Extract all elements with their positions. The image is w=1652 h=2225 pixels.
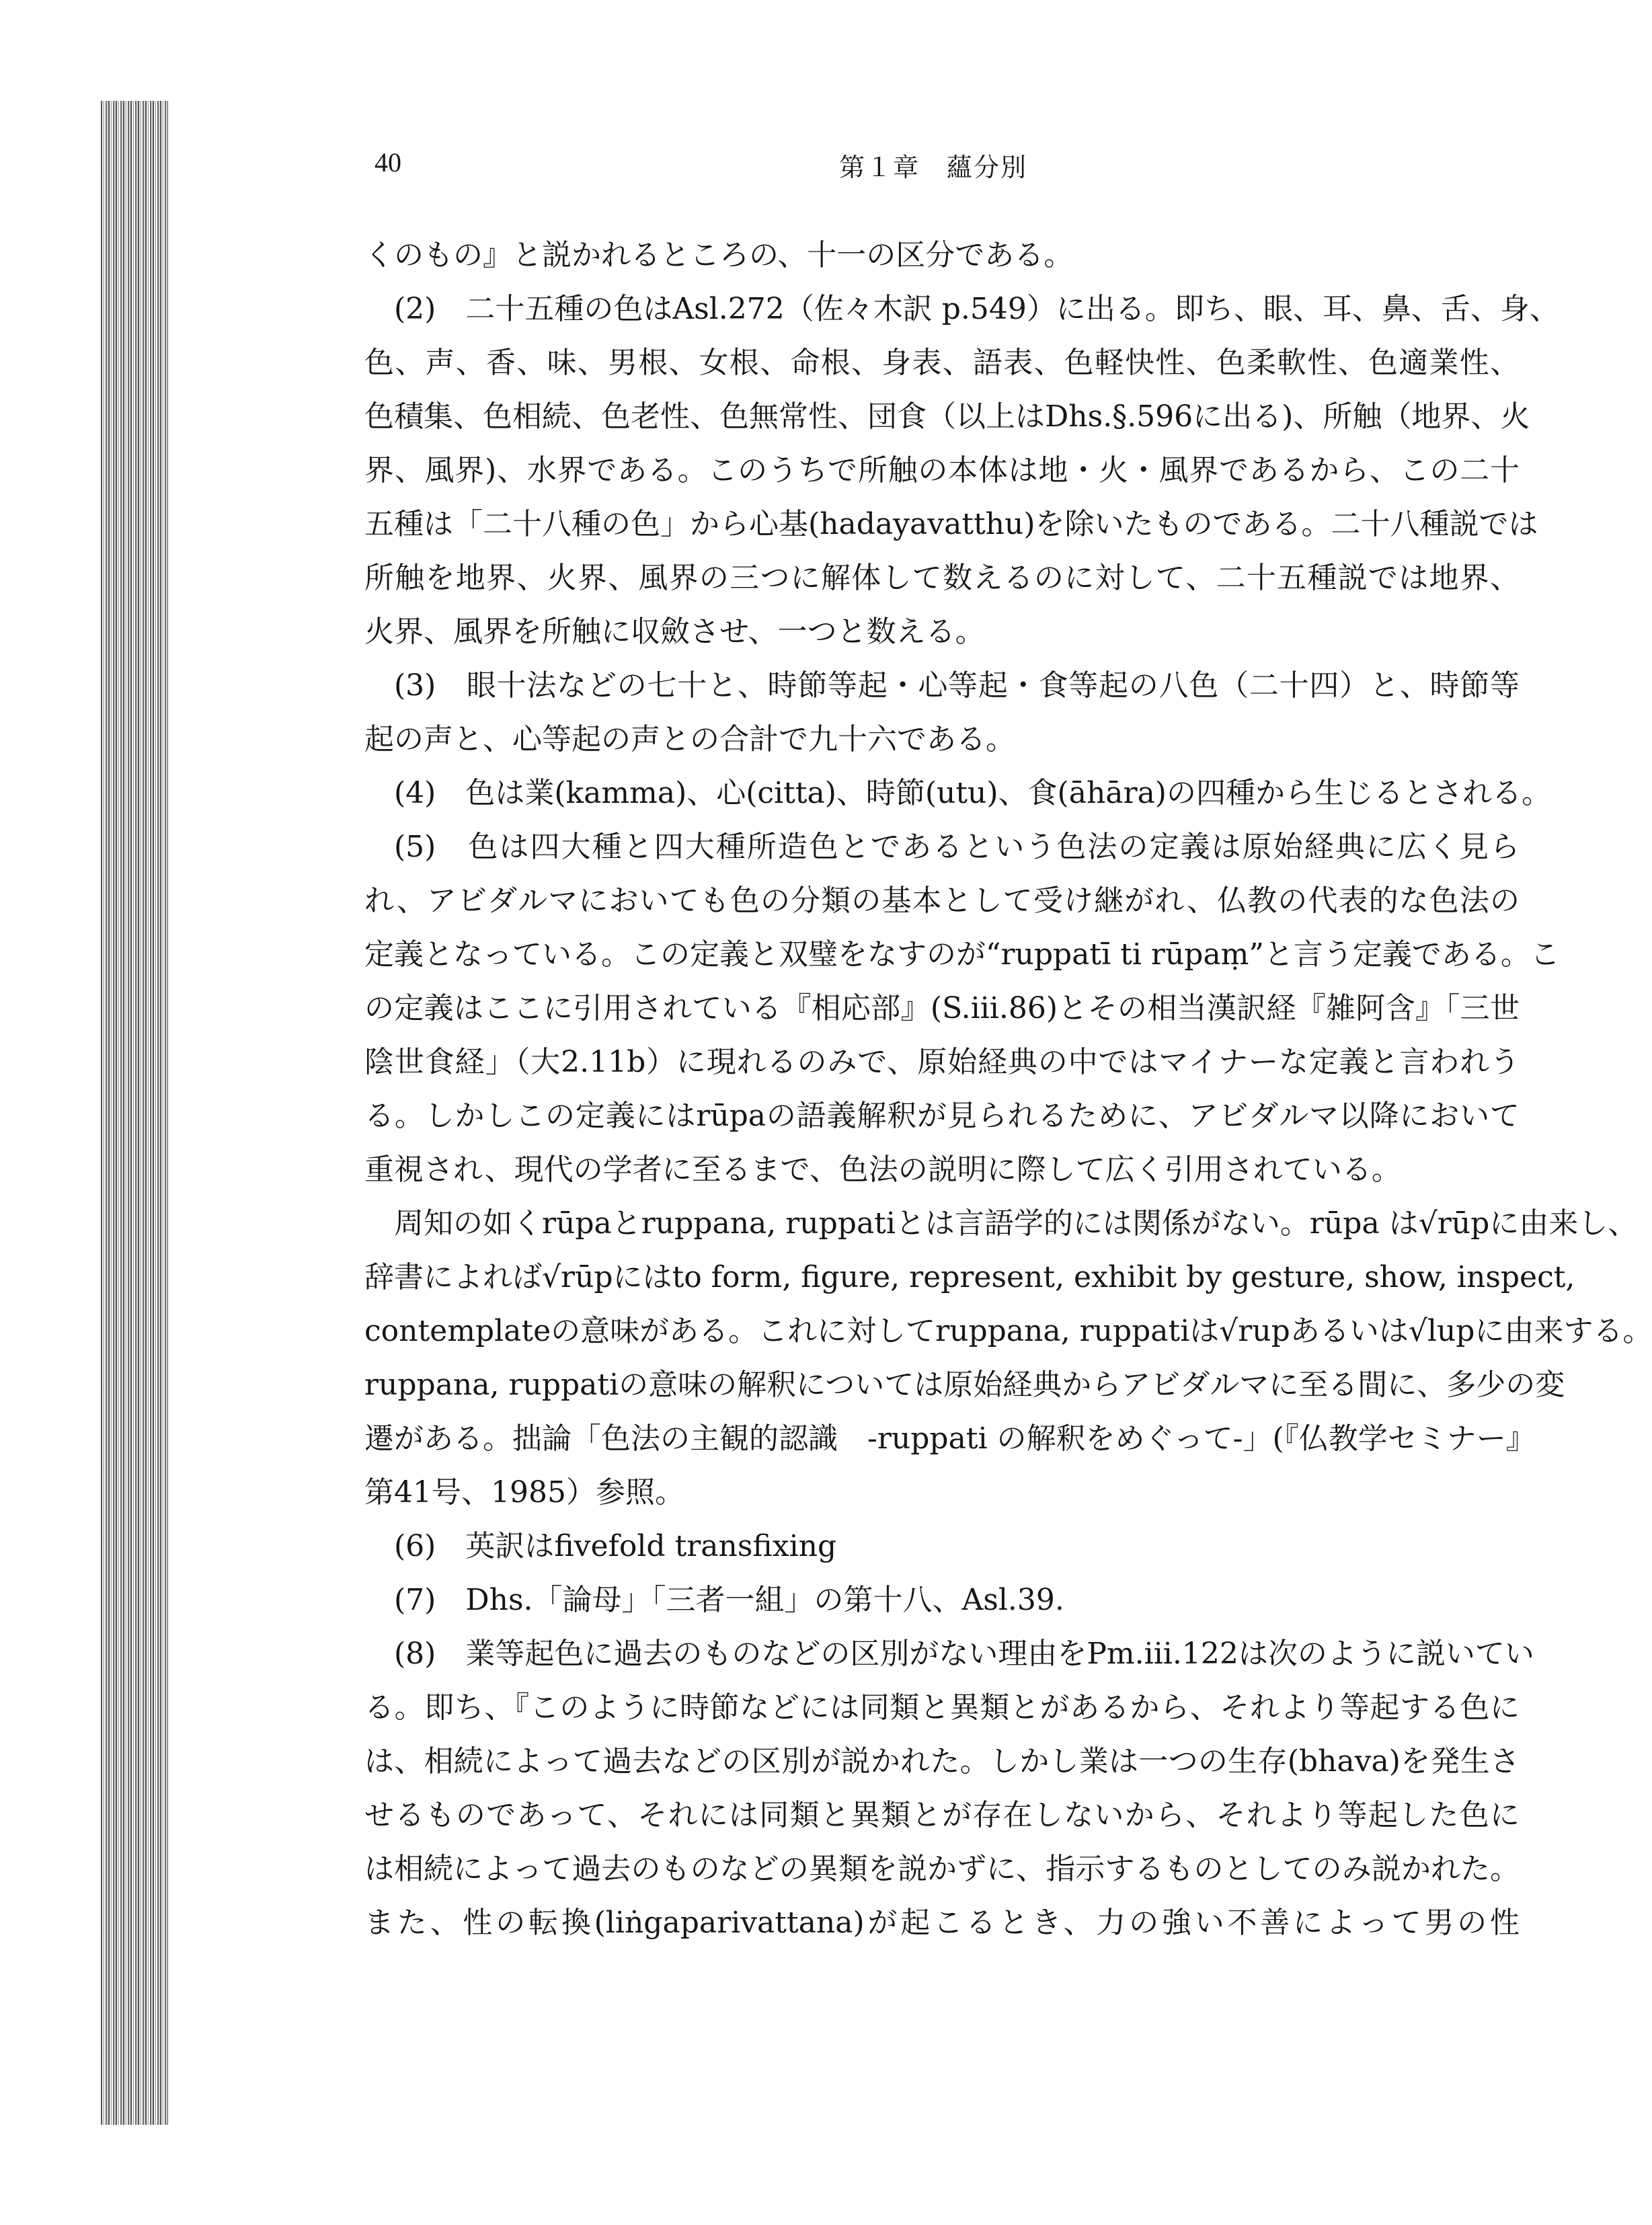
text-line: 五種は「二十八種の色」から心基(hadayavatthu)を除いたものである。二十八種説では <box>364 507 1538 541</box>
text-line: 起の声と、心等起の声との合計で九十六である。 <box>364 722 1015 756</box>
text-line: (2) 二十五種の色はAsl.272（佐々木訳 p.549）に出る。即ち、眼、耳、鼻、舌、身、 <box>394 292 1559 326</box>
text-line: 界、風界)、水界である。このうちで所触の本体は地・火・風界であるから、この二十 <box>364 453 1520 487</box>
text-line: 定義となっている。この定義と双璧をなすのが“ruppatī ti rūpaṃ”と言う定義である。こ <box>364 937 1560 972</box>
text-line: (4) 色は業(kamma)、心(citta)、時節(utu)、食(āhāra)の四種から生じるとされる。 <box>394 776 1551 810</box>
text-line: 遷がある。拙論「色法の主観的認識 -ruppati の解釈をめぐって-」(『仏教学セミナー』 <box>364 1421 1536 1456</box>
text-line: くのもの』と説かれるところの、十一の区分である。 <box>364 238 1074 272</box>
page-number: 40 <box>375 147 401 178</box>
text-line: (7) Dhs.「論母」「三者一組」の第十八、Asl.39. <box>394 1583 1064 1617</box>
text-line: 第41号、1985）参照。 <box>364 1475 684 1510</box>
text-line: contemplateの意味がある。これに対してruppana, ruppatiは√rupあるいは√lupに由来する。 <box>364 1314 1652 1348</box>
text-line: せるものであって、それには同類と異類とが存在しないから、それより等起した色に <box>364 1798 1520 1832</box>
page-header <box>0 147 1573 187</box>
text-line: (5) 色は四大種と四大種所造色とであるという色法の定義は原始経典に広く見ら <box>394 830 1520 864</box>
text-line: る。即ち、『このように時節などには同類と異類とがあるから、それより等起する色に <box>364 1690 1520 1725</box>
text-line: れ、アビダルマにおいても色の分類の基本として受け継がれ、仏教の代表的な色法の <box>364 884 1520 918</box>
text-line: 所触を地界、火界、風界の三つに解体して数えるのに対して、二十五種説では地界、 <box>364 561 1520 595</box>
text-line: (6) 英訳はfivefold transfixing <box>394 1529 837 1563</box>
text-line: (3) 眼十法などの七十と、時節等起・心等起・食等起の八色（二十四）と、時節等 <box>394 668 1520 703</box>
body-text <box>364 229 1652 1950</box>
text-line: 辞書によれば√rūpにはto form, figure, represent, exhibit by gesture, show, inspect, <box>364 1260 1575 1294</box>
text-line: 周知の如くrūpaとruppana, ruppatiとは言語学的には関係がない。rūpa は√rūpに由来し、 <box>394 1206 1638 1241</box>
text-line: は相続によって過去のものなどの異類を説かずに、指示するものとしてのみ説かれた。 <box>364 1852 1520 1886</box>
scan-edge-artifact <box>101 101 168 2125</box>
text-line: 火界、風界を所触に収斂させ、一つと数える。 <box>364 615 985 649</box>
text-line: (8) 業等起色に過去のものなどの区別がない理由をPm.iii.122は次のように説いてい <box>394 1637 1534 1671</box>
chapter-title: 第１章 蘊分別 <box>839 153 1028 182</box>
text-line: 色積集、色相続、色老性、色無常性、団食（以上はDhs.§.596に出る)、所触（地界、火 <box>364 399 1530 434</box>
text-line: の定義はここに引用されている『相応部』(S.iii.86)とその相当漢訳経『雑阿含』「三世 <box>364 991 1520 1025</box>
text-line: る。しかしこの定義にはrūpaの語義解釈が見られるために、アビダルマ以降において <box>364 1099 1520 1133</box>
text-line: また、性の転換(liṅgaparivattana)が起こるとき、力の強い不善によって男の性 <box>364 1906 1520 1940</box>
text-line: は、相続によって過去などの区別が説かれた。しかし業は一つの生存(bhava)を発生さ <box>364 1744 1520 1779</box>
text-line: 色、声、香、味、男根、女根、命根、身表、語表、色軽快性、色柔軟性、色適業性、 <box>364 346 1520 380</box>
text-line: 陰世食経」（大2.11b）に現れるのみで、原始経典の中ではマイナーな定義と言われう <box>364 1045 1520 1079</box>
text-line: ruppana, ruppatiの意味の解釈については原始経典からアビダルマに至る間に、多少の変 <box>364 1368 1565 1402</box>
text-line: 重視され、現代の学者に至るまで、色法の説明に際して広く引用されている。 <box>364 1153 1401 1187</box>
